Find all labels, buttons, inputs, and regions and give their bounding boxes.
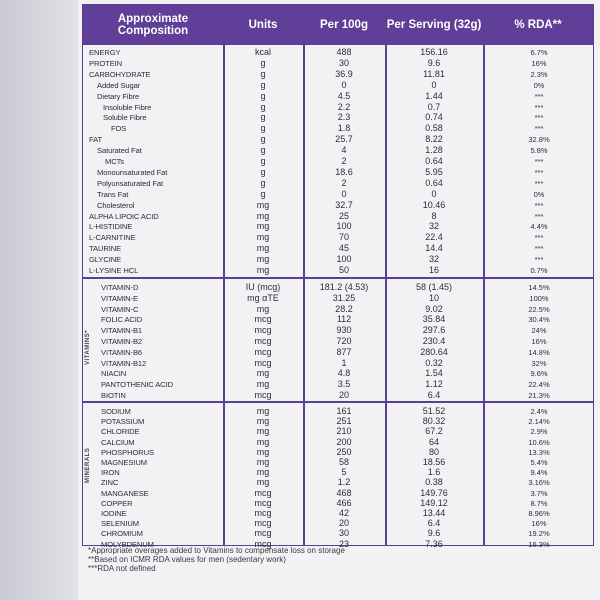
- nutrient-perserving: 1.44: [425, 90, 443, 101]
- nutrient-name: MOLYBDENUM: [101, 539, 154, 549]
- nutrient-name: FAT: [89, 135, 103, 145]
- nutrient-unit: g: [260, 101, 266, 112]
- footnote-line: *Appropriate overages added to Vitamins to compensate loss on storage: [88, 546, 345, 555]
- nutrient-rda: ***: [534, 113, 544, 123]
- nutrient-name: PROTEIN: [89, 58, 123, 68]
- nutrient-name: IODINE: [101, 509, 127, 518]
- nutrient-name: Saturated Fat: [97, 146, 142, 156]
- nutrient-rda: 5.8%: [530, 146, 548, 156]
- nutrient-name: SELENIUM: [101, 519, 140, 529]
- nutrient-name: VITAMIN-B2: [101, 337, 143, 346]
- nutrient-name: VITAMIN-C: [101, 304, 139, 314]
- nutrient-name: CHROMIUM: [101, 529, 143, 539]
- nutrient-rda: ***: [534, 167, 544, 177]
- table-row: [83, 58, 593, 69]
- nutrient-per100: 28.2: [335, 303, 353, 314]
- container-edge: [0, 0, 78, 600]
- nutrient-unit: mg: [256, 254, 270, 265]
- nutrient-rda: 4.4%: [530, 222, 548, 232]
- nutrient-unit: mg: [256, 416, 270, 427]
- table-row: [83, 134, 593, 145]
- table-row: [83, 80, 593, 91]
- nutrient-rda: 16%: [531, 58, 547, 68]
- nutrient-perserving: 0.38: [425, 477, 443, 488]
- nutrient-per100: 1: [341, 357, 347, 368]
- nutrient-rda: 9.6%: [530, 369, 548, 379]
- nutrient-name: SODIUM: [101, 407, 131, 416]
- nutrient-name: CHLORIDE: [101, 427, 140, 437]
- nutrient-perserving: 10: [428, 292, 439, 303]
- nutrient-per100: 45: [338, 243, 349, 254]
- nutrient-name: BIOTIN: [101, 391, 126, 400]
- minerals-label: MINERALS: [85, 447, 91, 483]
- vitamins-label: VITAMINS*: [85, 329, 91, 365]
- nutrient-unit: g: [260, 134, 266, 145]
- nutrient-name: Dietary Fibre: [97, 91, 140, 101]
- nutrient-rda: 32.8%: [528, 135, 550, 145]
- nutrition-table: [82, 4, 594, 549]
- table-row: [83, 390, 593, 401]
- nutrient-name: VITAMIN-D: [101, 283, 139, 292]
- nutrient-rda: ***: [534, 244, 544, 254]
- nutrient-per100: 58: [338, 457, 349, 467]
- nutrient-perserving: 16: [428, 265, 439, 275]
- nutrient-per100: 4.5: [337, 90, 351, 101]
- nutrient-unit: g: [260, 177, 266, 188]
- nutrient-perserving: 1.12: [425, 379, 443, 390]
- nutrient-rda: 2.9%: [530, 427, 548, 437]
- nutrient-name: IRON: [101, 468, 120, 478]
- nutrient-perserving: 149.76: [420, 487, 448, 498]
- footnote-line: ***RDA not defined: [88, 564, 156, 573]
- nutrient-per100: 488: [336, 47, 352, 57]
- nutrient-rda: 22.5%: [528, 304, 550, 314]
- nutrient-per100: 4.8: [337, 368, 351, 379]
- nutrient-unit: mcg: [254, 314, 272, 325]
- nutrient-unit: g: [260, 68, 266, 79]
- table-row: [83, 358, 593, 369]
- nutrient-perserving: 32: [428, 254, 439, 265]
- nutrient-unit: kcal: [254, 47, 271, 57]
- nutrient-name: Cholesterol: [97, 200, 135, 210]
- nutrient-unit: mg: [256, 436, 270, 447]
- table-row: [83, 200, 593, 211]
- nutrient-unit: mcg: [254, 508, 272, 518]
- table-row: [83, 112, 593, 123]
- nutrient-per100: 30: [338, 528, 349, 539]
- nutrient-rda: 30.4%: [528, 315, 550, 325]
- nutrient-perserving: 6.4: [427, 518, 441, 529]
- nutrient-perserving: 0.64: [425, 177, 443, 188]
- table-row: [83, 156, 593, 167]
- nutrient-unit: mcg: [254, 538, 272, 549]
- nutrient-perserving: 18.56: [422, 457, 446, 467]
- nutrient-unit: g: [260, 156, 266, 166]
- nutrient-unit: g: [260, 188, 266, 199]
- nutrient-name: PANTOTHENIC ACID: [101, 380, 173, 390]
- header-units: Units: [248, 19, 278, 31]
- nutrient-name: Soluble Fibre: [103, 113, 147, 123]
- nutrient-rda: 10.6%: [528, 437, 550, 447]
- nutrient-unit: mcg: [254, 487, 272, 498]
- nutrient-unit: mg: [256, 199, 270, 210]
- nutrient-rda: 13.3%: [528, 447, 550, 457]
- nutrient-per100: 0: [341, 188, 347, 199]
- nutrient-name: VITAMIN-B12: [101, 358, 147, 368]
- nutrient-unit: mg: [256, 406, 270, 416]
- nutrient-per100: 25: [338, 210, 349, 221]
- nutrient-perserving: 64: [428, 436, 439, 447]
- nutrient-name: L-LYSINE HCL: [89, 266, 139, 275]
- table-row: [83, 282, 593, 293]
- table-row: [83, 189, 593, 200]
- nutrient-name: Polyunsaturated Fat: [97, 178, 164, 188]
- table-row: [83, 243, 593, 254]
- nutrient-rda: ***: [534, 255, 544, 265]
- nutrient-perserving: 149.12: [420, 497, 448, 508]
- nutrient-perserving: 22.4: [425, 232, 443, 243]
- nutrient-perserving: 32: [428, 221, 439, 232]
- header-composition: Approximate Composition: [117, 13, 189, 37]
- nutrient-perserving: 1.28: [425, 145, 443, 156]
- nutrient-per100: 250: [336, 446, 352, 457]
- nutrient-name: PHOSPHORUS: [101, 447, 155, 457]
- nutrient-unit: mg αTE: [247, 292, 279, 303]
- nutrient-rda: 2.3%: [530, 69, 548, 79]
- nutrient-unit: mg: [256, 368, 270, 379]
- footnotes: [88, 546, 588, 573]
- nutrient-rda: ***: [534, 211, 544, 221]
- table-row: [83, 178, 593, 189]
- nutrient-rda: 3.16%: [528, 478, 550, 488]
- nutrient-unit: mcg: [254, 357, 272, 368]
- nutrient-unit: g: [260, 90, 266, 101]
- nutrient-perserving: 0.32: [425, 357, 443, 368]
- nutrient-name: FOS: [111, 124, 127, 134]
- nutrient-perserving: 0.74: [425, 112, 443, 123]
- nutrient-per100: 2.3: [337, 112, 351, 123]
- table-row: [83, 314, 593, 325]
- table-row: [83, 91, 593, 102]
- nutrient-perserving: 0.58: [425, 123, 443, 134]
- nutrient-rda: ***: [534, 157, 544, 166]
- table-row: [83, 336, 593, 347]
- nutrient-name: POTASSIUM: [101, 417, 145, 427]
- nutrient-perserving: 10.46: [422, 199, 446, 210]
- nutrient-unit: mcg: [254, 325, 272, 336]
- nutrient-perserving: 0.64: [425, 156, 443, 166]
- header-perserving: Per Serving (32g): [386, 19, 482, 31]
- nutrient-per100: 100: [336, 254, 352, 265]
- nutrient-unit: g: [260, 145, 266, 156]
- nutrient-rda: 14.5%: [528, 283, 550, 292]
- nutrient-rda: 5.4%: [530, 458, 548, 467]
- nutrient-name: Added Sugar: [97, 80, 141, 90]
- nutrient-name: VITAMIN-B1: [101, 326, 143, 336]
- nutrient-perserving: 8.22: [425, 134, 443, 145]
- nutrient-perserving: 9.6: [427, 528, 441, 539]
- nutrient-perserving: 0: [431, 79, 437, 90]
- nutrient-unit: mg: [256, 457, 270, 467]
- nutrient-unit: mg: [256, 221, 270, 232]
- nutrient-rda: 0%: [533, 189, 545, 199]
- nutrient-per100: 210: [336, 426, 352, 437]
- table-row: [83, 325, 593, 336]
- section-divider: [83, 277, 593, 279]
- nutrient-name: TAURINE: [89, 244, 122, 254]
- nutrient-unit: mg: [256, 232, 270, 243]
- header-rda: % RDA**: [514, 19, 562, 31]
- nutrient-rda: 21.3%: [528, 391, 550, 400]
- nutrient-rda: 100%: [529, 293, 549, 303]
- table-row: [83, 254, 593, 265]
- table-row: [83, 102, 593, 113]
- nutrient-perserving: 58 (1.45): [415, 282, 453, 292]
- nutrient-per100: 720: [336, 336, 352, 346]
- nutrient-perserving: 14.4: [425, 243, 443, 254]
- nutrient-name: ZINC: [101, 478, 119, 488]
- nutrient-unit: mcg: [254, 518, 272, 529]
- nutrient-name: MAGNESIUM: [101, 458, 147, 467]
- nutrient-unit: mg: [256, 379, 270, 390]
- nutrient-unit: mg: [256, 210, 270, 221]
- nutrient-perserving: 156.16: [420, 47, 448, 57]
- nutrient-per100: 200: [336, 436, 352, 447]
- nutrient-perserving: 51.52: [422, 406, 446, 416]
- nutrient-name: FOLIC ACID: [101, 315, 143, 325]
- table-header: [83, 5, 593, 45]
- nutrient-perserving: 280.64: [420, 346, 448, 357]
- nutrient-perserving: 297.6: [422, 325, 446, 336]
- nutrient-unit: mg: [256, 426, 270, 437]
- nutrient-unit: mcg: [254, 336, 272, 346]
- nutrient-name: NIACIN: [101, 369, 127, 379]
- nutrient-unit: mg: [256, 467, 270, 478]
- nutrient-name: CARBOHYDRATE: [89, 69, 151, 79]
- nutrient-unit: mcg: [254, 528, 272, 539]
- table-row: [83, 167, 593, 178]
- nutrient-rda: 9.4%: [530, 468, 548, 478]
- nutrient-rda: 8.7%: [530, 498, 548, 508]
- nutrient-perserving: 35.84: [422, 314, 446, 325]
- nutrient-perserving: 0.7: [427, 101, 441, 112]
- nutrient-perserving: 7.36: [425, 538, 443, 549]
- nutrient-perserving: 5.95: [425, 166, 443, 177]
- nutrient-unit: mg: [256, 243, 270, 254]
- table-row: [83, 221, 593, 232]
- nutrient-unit: IU (mcg): [245, 282, 281, 292]
- nutrient-unit: g: [260, 166, 266, 177]
- nutrient-per100: 0: [341, 79, 347, 90]
- nutrient-rda: 3.7%: [530, 488, 548, 498]
- nutrient-per100: 161: [336, 406, 352, 416]
- table-row: [83, 145, 593, 156]
- nutrient-unit: mg: [256, 477, 270, 488]
- nutrient-unit: mcg: [254, 497, 272, 508]
- nutrient-per100: 31.25: [332, 292, 356, 303]
- nutrient-name: L-CARNITINE: [89, 233, 136, 243]
- nutrient-rda: 16%: [531, 337, 547, 346]
- nutrient-rda: ***: [534, 91, 544, 101]
- nutrient-rda: 32%: [531, 358, 547, 368]
- nutrient-perserving: 9.6: [427, 57, 441, 68]
- nutrient-per100: 112: [336, 314, 352, 325]
- nutrient-perserving: 80: [428, 446, 439, 457]
- nutrient-unit: mcg: [254, 390, 272, 400]
- nutrient-unit: mcg: [254, 346, 272, 357]
- nutrient-perserving: 80.32: [422, 416, 446, 427]
- nutrient-rda: 2.14%: [528, 417, 550, 427]
- nutrient-name: Trans Fat: [97, 189, 129, 199]
- nutrient-perserving: 9.02: [425, 303, 443, 314]
- nutrient-perserving: 8: [431, 210, 437, 221]
- footnote-line: **Based on ICMR RDA values for men (sedentary work): [88, 555, 286, 564]
- nutrient-rda: ***: [534, 102, 544, 112]
- nutrient-unit: g: [260, 79, 266, 90]
- nutrient-unit: mg: [256, 446, 270, 457]
- nutrient-name: L-HISTIDINE: [89, 222, 133, 232]
- nutrient-name: VITAMIN-B6: [101, 347, 143, 357]
- nutrient-name: Monounsaturated Fat: [97, 167, 168, 177]
- nutrient-name: ALPHA LIPOIC ACID: [89, 211, 159, 221]
- nutrient-name: MCTs: [105, 157, 125, 166]
- nutrient-per100: 50: [338, 265, 349, 275]
- nutrient-per100: 23: [338, 538, 349, 549]
- nutrient-rda: 16%: [531, 519, 547, 529]
- nutrient-per100: 100: [336, 221, 352, 232]
- table-row: [83, 211, 593, 222]
- nutrient-rda: 24%: [531, 326, 547, 336]
- nutrient-perserving: 6.4: [427, 390, 441, 400]
- nutrient-per100: 2.2: [337, 101, 351, 112]
- nutrient-per100: 4: [341, 145, 347, 156]
- nutrient-perserving: 11.81: [423, 68, 445, 79]
- nutrient-per100: 1.2: [337, 477, 351, 488]
- table-row: [83, 293, 593, 304]
- nutrient-per100: 18.6: [335, 166, 353, 177]
- nutrient-per100: 466: [336, 497, 352, 508]
- nutrient-per100: 20: [338, 518, 349, 529]
- nutrient-unit: g: [260, 123, 266, 134]
- table-row: [83, 232, 593, 243]
- nutrient-rda: 0.7%: [530, 266, 548, 275]
- nutrient-per100: 32.7: [335, 199, 353, 210]
- nutrient-rda: 8.96%: [528, 509, 550, 518]
- nutrient-per100: 2: [341, 156, 347, 166]
- table-row: [83, 368, 593, 379]
- section-divider: [83, 401, 593, 403]
- nutrient-per100: 877: [336, 346, 352, 357]
- nutrient-perserving: 13.44: [422, 508, 446, 518]
- nutrient-per100: 251: [336, 416, 352, 427]
- header-per100: Per 100g: [320, 19, 368, 31]
- nutrient-rda: ***: [534, 178, 544, 188]
- nutrient-rda: 0%: [533, 80, 545, 90]
- table-row: [83, 47, 593, 58]
- nutrient-perserving: 1.6: [427, 467, 441, 478]
- nutrient-rda: 22.4%: [528, 380, 550, 390]
- table-row: [83, 347, 593, 358]
- nutrient-perserving: 67.2: [425, 426, 443, 437]
- nutrient-unit: mg: [256, 303, 270, 314]
- nutrient-per100: 1.8: [337, 123, 351, 134]
- nutrient-per100: 70: [338, 232, 349, 243]
- nutrient-rda: 6.7%: [530, 48, 548, 57]
- nutrient-per100: 930: [336, 325, 352, 336]
- nutrient-name: MANGANESE: [101, 488, 149, 498]
- nutrient-name: GLYCINE: [89, 255, 122, 265]
- nutrient-rda: 16.3%: [528, 539, 550, 549]
- nutrient-name: Insoluble Fibre: [103, 102, 152, 112]
- nutrient-per100: 25.7: [335, 134, 353, 145]
- nutrient-unit: mg: [256, 265, 270, 275]
- nutrient-unit: g: [260, 57, 266, 68]
- nutrient-perserving: 1.54: [425, 368, 443, 379]
- nutrient-name: COPPER: [101, 498, 133, 508]
- nutrient-rda: 14.8%: [528, 347, 550, 357]
- nutrient-per100: 181.2 (4.53): [319, 282, 369, 292]
- nutrient-per100: 2: [341, 177, 347, 188]
- nutrient-perserving: 230.4: [422, 336, 446, 346]
- nutrient-name: ENERGY: [89, 48, 121, 57]
- nutrient-per100: 36.9: [335, 68, 353, 79]
- table-row: [83, 69, 593, 80]
- nutrient-per100: 30: [338, 57, 349, 68]
- nutrient-unit: g: [260, 112, 266, 123]
- table-row: [83, 304, 593, 315]
- nutrient-rda: ***: [534, 200, 544, 210]
- nutrient-rda: 2.4%: [530, 407, 548, 416]
- nutrient-rda: ***: [534, 124, 544, 134]
- nutrient-perserving: 0: [431, 188, 437, 199]
- nutrient-rda: 19.2%: [528, 529, 550, 539]
- table-row: [83, 123, 593, 134]
- nutrient-name: VITAMIN-E: [101, 293, 138, 303]
- table-row: [83, 265, 593, 276]
- nutrient-name: CALCIUM: [101, 437, 135, 447]
- nutrient-rda: ***: [534, 233, 544, 243]
- nutrient-per100: 3.5: [337, 379, 351, 390]
- nutrient-per100: 468: [336, 487, 352, 498]
- nutrient-per100: 20: [338, 390, 349, 400]
- nutrient-per100: 42: [338, 508, 349, 518]
- table-row: [83, 379, 593, 390]
- nutrient-per100: 5: [341, 467, 347, 478]
